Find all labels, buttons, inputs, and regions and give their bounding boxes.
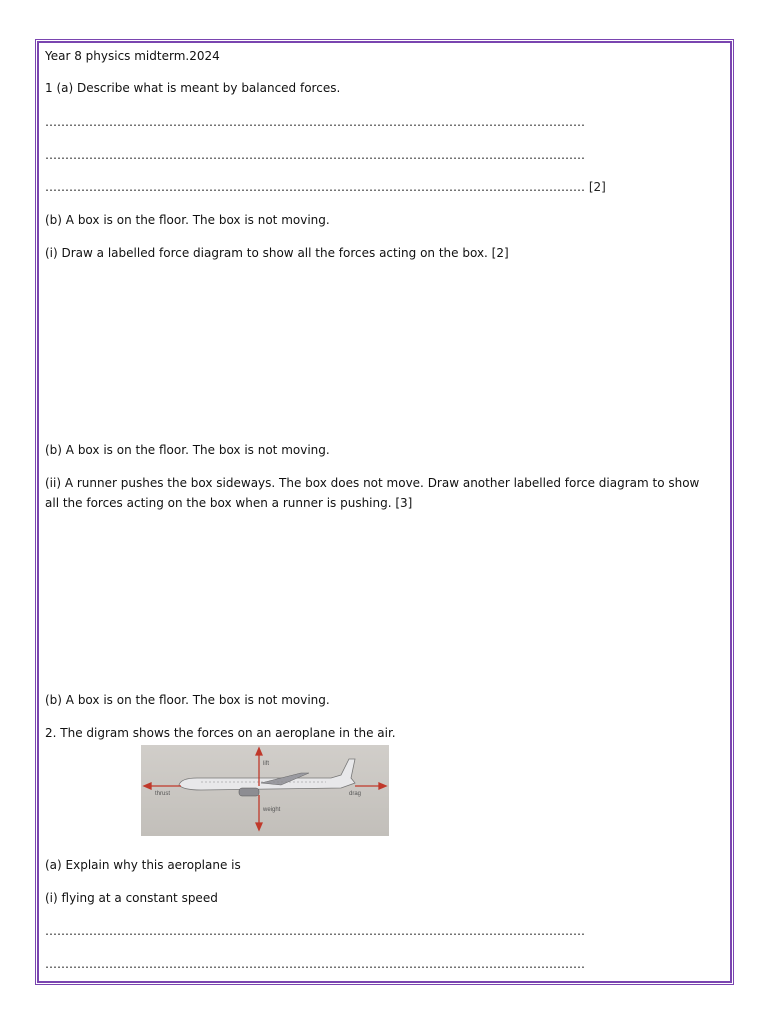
question-1b: (b) A box is on the floor. The box is not moving.: [45, 213, 330, 227]
label-thrust: thrust: [155, 791, 171, 797]
label-weight: weight: [263, 807, 281, 813]
answer-line-5: ………………………………………………………………………………………………………………………: [45, 957, 585, 971]
answer-line-4: ………………………………………………………………………………………………………………………: [45, 924, 585, 938]
question-2: 2. The digram shows the forces on an aeroplane in the air.: [45, 726, 396, 740]
answer-line-1: ………………………………………………………………………………………………………………………: [45, 115, 585, 129]
label-lift: lift: [263, 761, 269, 767]
question-2a: (a) Explain why this aeroplane is: [45, 858, 241, 872]
question-1b-i: (i) Draw a labelled force diagram to show all the forces acting on the box. [2]: [45, 246, 509, 260]
question-1b-ii: (ii) A runner pushes the box sideways. The box does not move. Draw another labelled force diagram to show all the forces acting on the box when a runner is pushing. [3]: [45, 476, 700, 510]
aeroplane-force-diagram: [141, 745, 389, 836]
question-1a: 1 (a) Describe what is meant by balanced forces.: [45, 81, 341, 95]
question-2a-i: (i) flying at a constant speed: [45, 891, 218, 905]
answer-line-2: ………………………………………………………………………………………………………………………: [45, 148, 585, 162]
question-1b-repeat-2: (b) A box is on the floor. The box is not moving.: [45, 693, 330, 707]
question-1b-repeat: (b) A box is on the floor. The box is not moving.: [45, 443, 330, 457]
answer-line-3: ……………………………………………………………………………………………………………………… [2]: [45, 180, 606, 194]
label-drag: drag: [349, 791, 362, 797]
document-header: Year 8 physics midterm.2024: [45, 49, 220, 63]
